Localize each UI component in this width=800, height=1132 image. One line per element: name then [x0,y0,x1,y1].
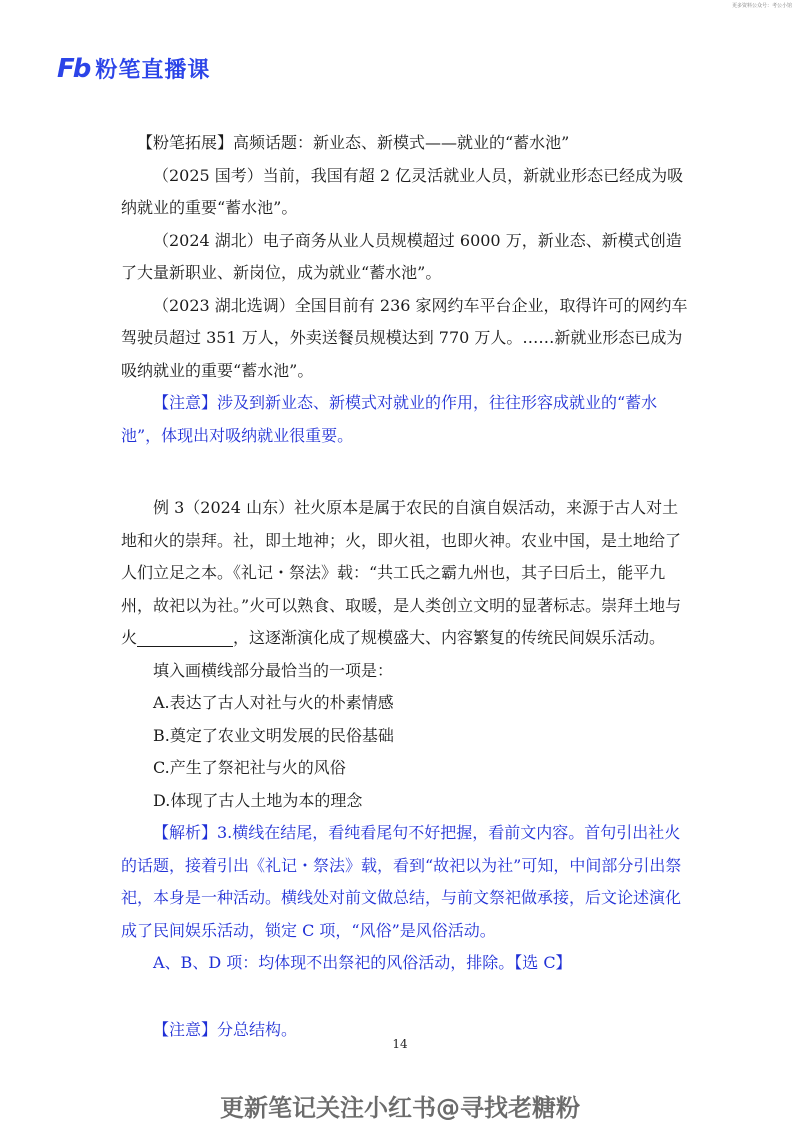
elimination-paragraph: A、B、D 项：均体现不出祭祀的风俗活动，排除。【选 C】 [153,953,572,972]
logo-text: 粉笔直播课 [95,58,211,83]
section-heading: 【粉笔拓展】高频话题：新业态、新模式——就业的“蓄水池” [137,133,570,152]
paragraph-2024: （2024 湖北）电子商务从业人员规模超过 6000 万，新业态、新模式创造了大量新职业、新岗位，成为就业“蓄水池”。 [121,230,682,282]
example-stem-part-a: 例 3（2024 山东）社火原本是属于农民的自演自娱活动，来源于古人对土地和火的崇拜。社，即土地神；火，即火祖，也即火神。农业中国，是土地给了人们立足之本。《礼记・祭法》载：“共工氏之霸九州也，其子曰后土，能平九州，故祀以为社。”火可以熟食、取暖，是人类创立文明的显著标志。崇拜土地与火 [121,498,682,647]
structure-note: 【注意】分总结构。 [153,1019,298,1039]
analysis-paragraph: 【解析】3.横线在结尾，看纯看尾句不好把握，看前文内容。首句引出社火的话题，接着引出《礼记・祭法》载，看到“故祀以为社”可知，中间部分引出祭祀，本身是一种活动。横线处对前文做总结，与前文祭祀做承接，后文论述演化成了民间娱乐活动，锁定 C 项，“风俗”是风俗活动。 [121,823,682,940]
question-prompt: 填入画横线部分最恰当的一项是： [153,660,394,680]
note-paragraph: 【注意】涉及到新业态、新模式对就业的作用，往往形容成就业的“蓄水池”，体现出对吸纳就业很重要。 [121,393,658,445]
brand-logo [57,53,210,84]
option-c: C.产生了祭祀社与火的风俗 [153,758,346,777]
footer-watermark: 更新笔记关注小红书@寻找老糖粉 [220,1094,580,1122]
corner-note: 更多资料公众号：考公小馆 [731,3,792,9]
option-b: B.奠定了农业文明发展的民俗基础 [153,725,394,745]
logo-mark: Fb [57,53,90,84]
option-d: D.体现了古人土地为本的理念 [153,790,363,810]
paragraph-2025: （2025 国考）当前，我国有超 2 亿灵活就业人员，新就业形态已经成为吸纳就业的重要“蓄水池”。 [121,165,684,217]
page-number: 14 [392,1037,408,1051]
example-stem-part-b: ，这逐渐演化成了规模盛大、内容繁复的传统民间娱乐活动。 [233,628,666,647]
paragraph-2023: （2023 湖北选调）全国目前有 236 家网约车平台企业，取得许可的网约车驾驶员超过 351 万人，外卖送餐员规模达到 770 万人。……新就业形态已成为吸纳就业的重要“蓄水池”。 [121,295,688,380]
document-body [121,127,691,1046]
fill-blank-line [137,630,233,647]
option-a: A.表达了古人对社与火的朴素情感 [153,693,394,712]
example-stem [121,492,691,655]
